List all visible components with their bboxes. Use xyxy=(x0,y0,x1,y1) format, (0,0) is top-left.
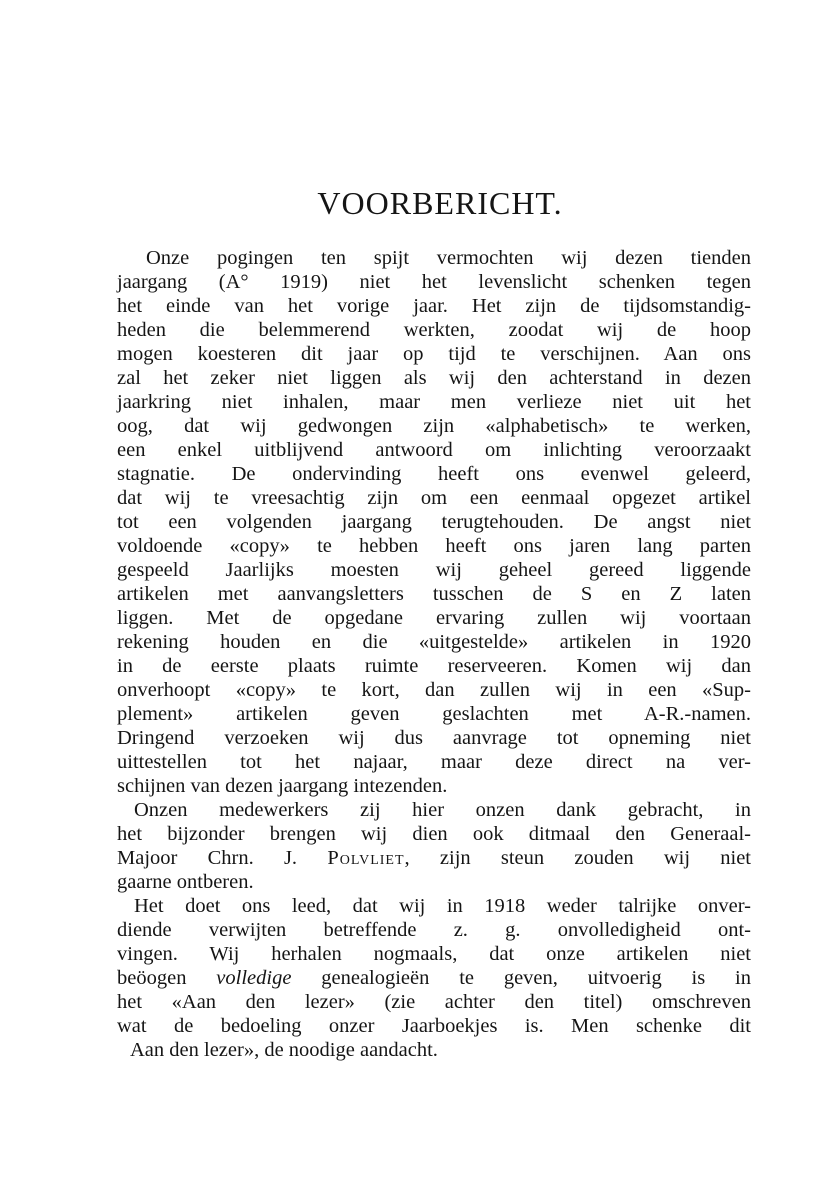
text-line: gespeeld Jaarlijks moesten wij geheel gereed liggende xyxy=(117,559,751,581)
text-line: Dringend verzoeken wij dus aanvrage tot opneming niet xyxy=(117,727,751,749)
text-line: in de eerste plaats ruimte reserveeren. Komen wij dan xyxy=(117,655,751,677)
text-line: onverhoopt «copy» te kort, dan zullen wij in een «Sup- xyxy=(117,679,751,701)
text-line: zal het zeker niet liggen als wij den achterstand in dezen xyxy=(117,367,751,389)
text-line xyxy=(117,966,751,990)
text-line: gaarne ontberen. xyxy=(117,871,254,893)
text-line: uittestellen tot het najaar, maar deze direct na ver- xyxy=(117,751,751,773)
text-line: jaargang (A° 1919) niet het levenslicht schenken tegen xyxy=(117,271,751,293)
text-line: oog, dat wij gedwongen zijn «alphabetisch» te werken, xyxy=(117,415,751,437)
text-line: vingen. Wij herhalen nogmaals, dat onze artikelen niet xyxy=(117,943,751,965)
text-line: stagnatie. De ondervinding heeft ons evenwel geleerd, xyxy=(117,463,751,485)
text-line: artikelen met aanvangsletters tusschen de S en Z laten xyxy=(117,583,751,605)
page-title: VOORBERICHT. xyxy=(317,185,563,221)
person-name: Polvliet xyxy=(327,847,405,869)
text-line: mogen koesteren dit jaar op tijd te verschijnen. Aan ons xyxy=(117,343,751,365)
text-line: het «Aan den lezer» (zie achter den titel) omschreven xyxy=(117,991,751,1013)
text-line: jaarkring niet inhalen, maar men verlieze niet uit het xyxy=(117,391,751,413)
emphasized-word: volledige xyxy=(216,967,292,989)
text-line: schijnen van dezen jaargang intezenden. xyxy=(117,775,448,797)
text-line: diende verwijten betreffende z. g. onvolledigheid ont- xyxy=(117,919,751,941)
text-line: liggen. Met de opgedane ervaring zullen wij voortaan xyxy=(117,607,751,629)
text-line: voldoende «copy» te hebben heeft ons jaren lang parten xyxy=(117,535,751,557)
text-line: plement» artikelen geven geslachten met A-R.-namen. xyxy=(117,703,751,725)
text-fragment: beöogen xyxy=(117,967,217,989)
text-line: het bijzonder brengen wij dien ook ditmaal den Generaal- xyxy=(117,823,751,845)
text-line: dat wij te vreesachtig zijn om een eenmaal opgezet artikel xyxy=(117,487,751,509)
text-line: wat de bedoeling onzer Jaarboekjes is. Men schenke dit xyxy=(117,1015,751,1037)
text-line xyxy=(117,846,751,870)
text-fragment: Majoor Chrn. J. xyxy=(117,847,328,869)
text-line: heden die belemmerend werkten, zoodat wij de hoop xyxy=(117,319,751,341)
text-line: rekening houden en die «uitgestelde» artikelen in 1920 xyxy=(117,631,751,653)
text-line: een enkel uitblijvend antwoord om inlichting veroorzaakt xyxy=(117,439,751,461)
text-fragment: , zijn steun zouden wij niet xyxy=(404,847,752,869)
text-line: tot een volgenden jaargang terugtehouden. De angst niet xyxy=(117,511,751,533)
text-line: Onze pogingen ten spijt vermochten wij dezen tienden xyxy=(146,247,751,269)
text-fragment: genealogieën te geven, uitvoerig is in xyxy=(291,967,751,989)
text-line: Onzen medewerkers zij hier onzen dank gebracht, in xyxy=(134,799,751,821)
text-line: Aan den lezer», de noodige aandacht. xyxy=(130,1039,438,1061)
text-line: Het doet ons leed, dat wij in 1918 weder talrijke onver- xyxy=(134,895,751,917)
text-line: het einde van het vorige jaar. Het zijn de tijdsomstandig- xyxy=(117,295,751,317)
